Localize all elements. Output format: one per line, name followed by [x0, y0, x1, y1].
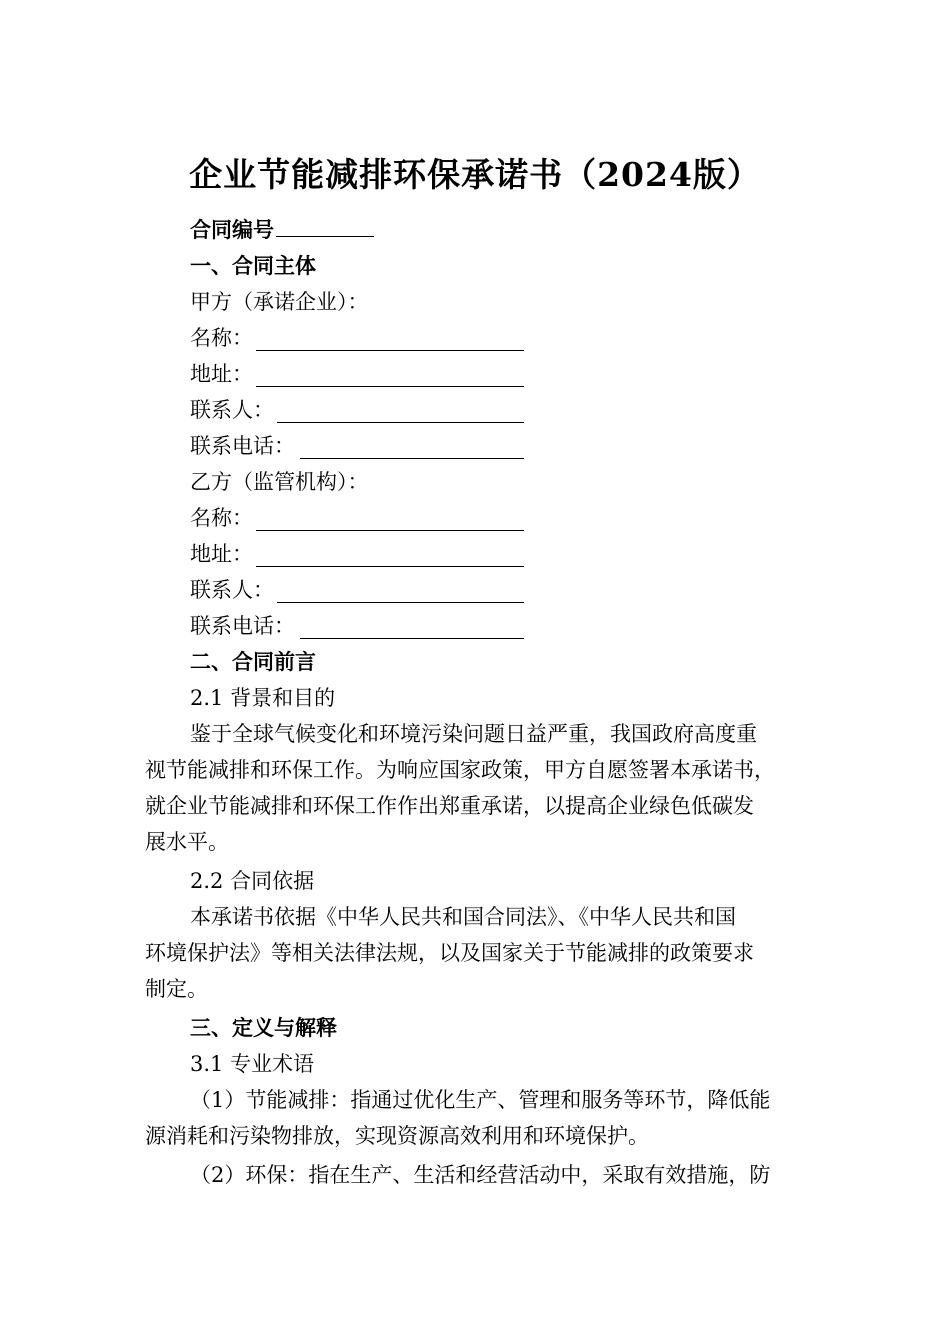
- party-b-phone-row: [190, 608, 530, 644]
- document-title: 企业节能减排环保承诺书（2024版）: [189, 155, 761, 194]
- party-b-label: 乙方（监管机构）：: [190, 470, 369, 494]
- party-b-phone-blank[interactable]: [300, 616, 524, 639]
- paragraph-line: 环境保护法》等相关法律法规，以及国家关于节能减排的政策要求: [145, 941, 754, 965]
- field-label: 联系人：: [190, 398, 274, 422]
- party-a-address-row: [190, 356, 530, 392]
- field-label: 名称：: [190, 506, 253, 530]
- paragraph-line: （1）节能减排：指通过优化生产、管理和服务等环节，降低能: [190, 1088, 771, 1112]
- party-a-name-blank[interactable]: [256, 328, 524, 351]
- paragraph-line: 本承诺书依据《中华人民共和国合同法》、《中华人民共和国: [190, 905, 736, 929]
- field-label: 地址：: [190, 362, 253, 386]
- party-b-contact-row: [190, 572, 530, 608]
- party-a-contact-row: [190, 392, 530, 428]
- field-label: 联系电话：: [190, 434, 295, 458]
- party-a-contact-blank[interactable]: [277, 400, 524, 423]
- field-label: 联系人：: [190, 578, 274, 602]
- subsection-3-1: 3.1 专业术语: [190, 1052, 315, 1076]
- paragraph-line: （2）环保：指在生产、生活和经营活动中，采取有效措施，防: [190, 1163, 771, 1187]
- contract-number-label: 合同编号: [190, 217, 274, 242]
- paragraph-line: 制定。: [145, 977, 208, 1001]
- party-b-name-row: [190, 500, 530, 536]
- party-b-name-blank[interactable]: [256, 508, 524, 531]
- party-a-phone-blank[interactable]: [300, 436, 524, 459]
- paragraph-line: 源消耗和污染物排放，实现资源高效利用和环境保护。: [145, 1124, 649, 1148]
- paragraph-line: 视节能减排和环保工作。为响应国家政策，甲方自愿签署本承诺书，: [145, 758, 775, 782]
- field-label: 名称：: [190, 326, 253, 350]
- contract-number-blank[interactable]: [276, 212, 374, 237]
- party-b-contact-blank[interactable]: [277, 580, 524, 603]
- party-a-name-row: [190, 320, 530, 356]
- field-label: 联系电话：: [190, 614, 295, 638]
- section-3-heading: 三、定义与解释: [190, 1015, 337, 1040]
- section-2-heading: 二、合同前言: [190, 649, 316, 674]
- party-b-address-blank[interactable]: [256, 544, 524, 567]
- section-1-heading: 一、合同主体: [190, 253, 316, 278]
- subsection-2-2: 2.2 合同依据: [190, 869, 315, 893]
- paragraph-line: 鉴于全球气候变化和环境污染问题日益严重，我国政府高度重: [190, 722, 757, 746]
- subsection-2-1: 2.1 背景和目的: [190, 686, 336, 710]
- contract-number-line: [190, 212, 374, 248]
- party-a-phone-row: [190, 428, 530, 464]
- field-label: 地址：: [190, 542, 253, 566]
- party-a-address-blank[interactable]: [256, 364, 524, 387]
- party-b-address-row: [190, 536, 530, 572]
- paragraph-line: 就企业节能减排和环保工作作出郑重承诺，以提高企业绿色低碳发: [145, 794, 754, 818]
- paragraph-line: 展水平。: [145, 830, 229, 854]
- party-a-label: 甲方（承诺企业）：: [190, 290, 369, 314]
